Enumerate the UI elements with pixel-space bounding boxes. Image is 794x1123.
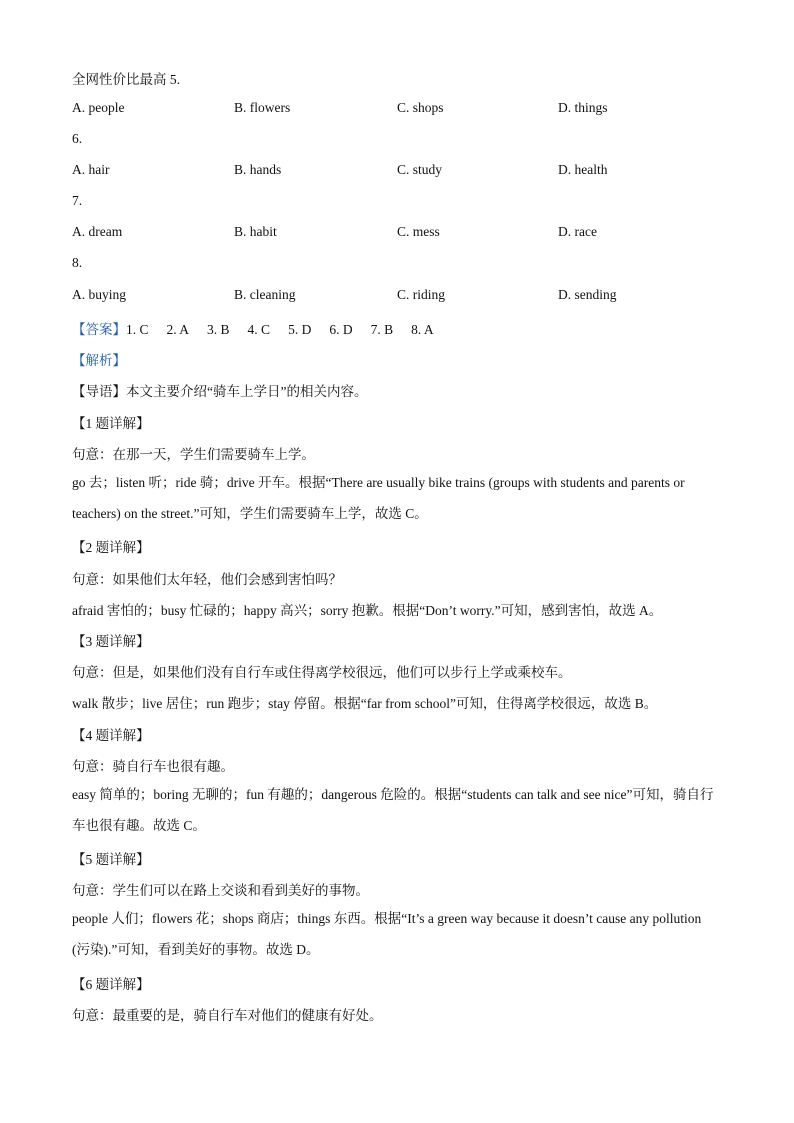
detail-label-2: 【2 题详解】	[72, 540, 150, 555]
answer-item: 6. D	[329, 322, 353, 337]
intro-line	[72, 380, 367, 400]
option-b: B. flowers	[234, 100, 291, 115]
option-d: D. race	[558, 224, 597, 239]
detail-meaning-4: 句意：骑自行车也很有趣。	[72, 759, 234, 774]
option-c: C. study	[397, 162, 443, 177]
option-c: C. shops	[397, 100, 444, 115]
detail-meaning-6: 句意：最重要的是，骑自行车对他们的健康有好处。	[72, 1008, 383, 1023]
detail-explain-5: people 人们；flowers 花；shops 商店；things 东西。根据“It’s a green way because it doesn’t cause any pollution (污染).”可知，看到美好的事物。故选 D。	[72, 911, 702, 957]
option-d: D. health	[558, 162, 608, 177]
detail-explain-2: afraid 害怕的；busy 忙碌的；happy 高兴；sorry 抱歉。根据“Don’t worry.”可知，感到害怕，故选 A。	[72, 603, 663, 618]
options-q5	[72, 100, 732, 118]
option-d: D. sending	[558, 287, 617, 302]
option-b: B. hands	[234, 162, 282, 177]
option-a: A. buying	[72, 287, 126, 302]
answer-item: 2. A	[166, 322, 190, 337]
answer-label: 【答案】	[72, 322, 126, 337]
answer-item: 3. B	[207, 322, 230, 337]
top-line: 全网性价比最高 5.	[72, 72, 180, 87]
answer-item: 4. C	[247, 322, 271, 337]
detail-explain-1: go 去；listen 听；ride 骑；drive 开车。根据“There are usually bike trains (groups with students and parents or teachers) on the street.”可知，学生们需要骑车上学，故选 C。	[72, 475, 685, 521]
detail-meaning-1: 句意：在那一天，学生们需要骑车上学。	[72, 447, 315, 462]
detail-explain-3: walk 散步；live 居住；run 跑步；stay 停留。根据“far from school”可知，住得离学校很远，故选 B。	[72, 696, 658, 711]
detail-explain-4: easy 简单的；boring 无聊的；fun 有趣的；dangerous 危险的。根据“students can talk and see nice”可知，骑自行车也很有趣。故选 C。	[72, 787, 714, 833]
detail-label-4: 【4 题详解】	[72, 728, 150, 743]
intro-label: 【导语】	[72, 384, 126, 399]
detail-label-6: 【6 题详解】	[72, 977, 150, 992]
answer-item: 5. D	[288, 322, 312, 337]
analysis-label: 【解析】	[72, 353, 126, 368]
detail-label-3: 【3 题详解】	[72, 634, 150, 649]
answer-item: 7. B	[370, 322, 394, 337]
option-a: A. hair	[72, 162, 110, 177]
option-b: B. habit	[234, 224, 277, 239]
detail-meaning-3: 句意：但是，如果他们没有自行车或住得离学校很远，他们可以步行上学或乘校车。	[72, 665, 572, 680]
option-a: A. dream	[72, 224, 123, 239]
answer-item: 8. A	[411, 322, 434, 337]
option-d: D. things	[558, 100, 608, 115]
question-number-7: 7.	[72, 193, 83, 208]
option-c: C. riding	[397, 287, 446, 302]
detail-label-1: 【1 题详解】	[72, 416, 150, 431]
detail-meaning-2: 句意：如果他们太年轻，他们会感到害怕吗？	[72, 572, 342, 587]
answer-line	[72, 318, 452, 338]
options-q8	[72, 287, 732, 305]
question-number-8: 8.	[72, 255, 83, 270]
option-c: C. mess	[397, 224, 440, 239]
option-a: A. people	[72, 100, 125, 115]
answer-item: 1. C	[126, 322, 149, 337]
intro-text: 本文主要介绍“骑车上学日”的相关内容。	[126, 384, 368, 399]
option-b: B. cleaning	[234, 287, 296, 302]
options-q7	[72, 224, 732, 242]
question-number-6: 6.	[72, 131, 83, 146]
detail-label-5: 【5 题详解】	[72, 852, 150, 867]
detail-meaning-5: 句意：学生们可以在路上交谈和看到美好的事物。	[72, 883, 369, 898]
options-q6	[72, 162, 732, 180]
